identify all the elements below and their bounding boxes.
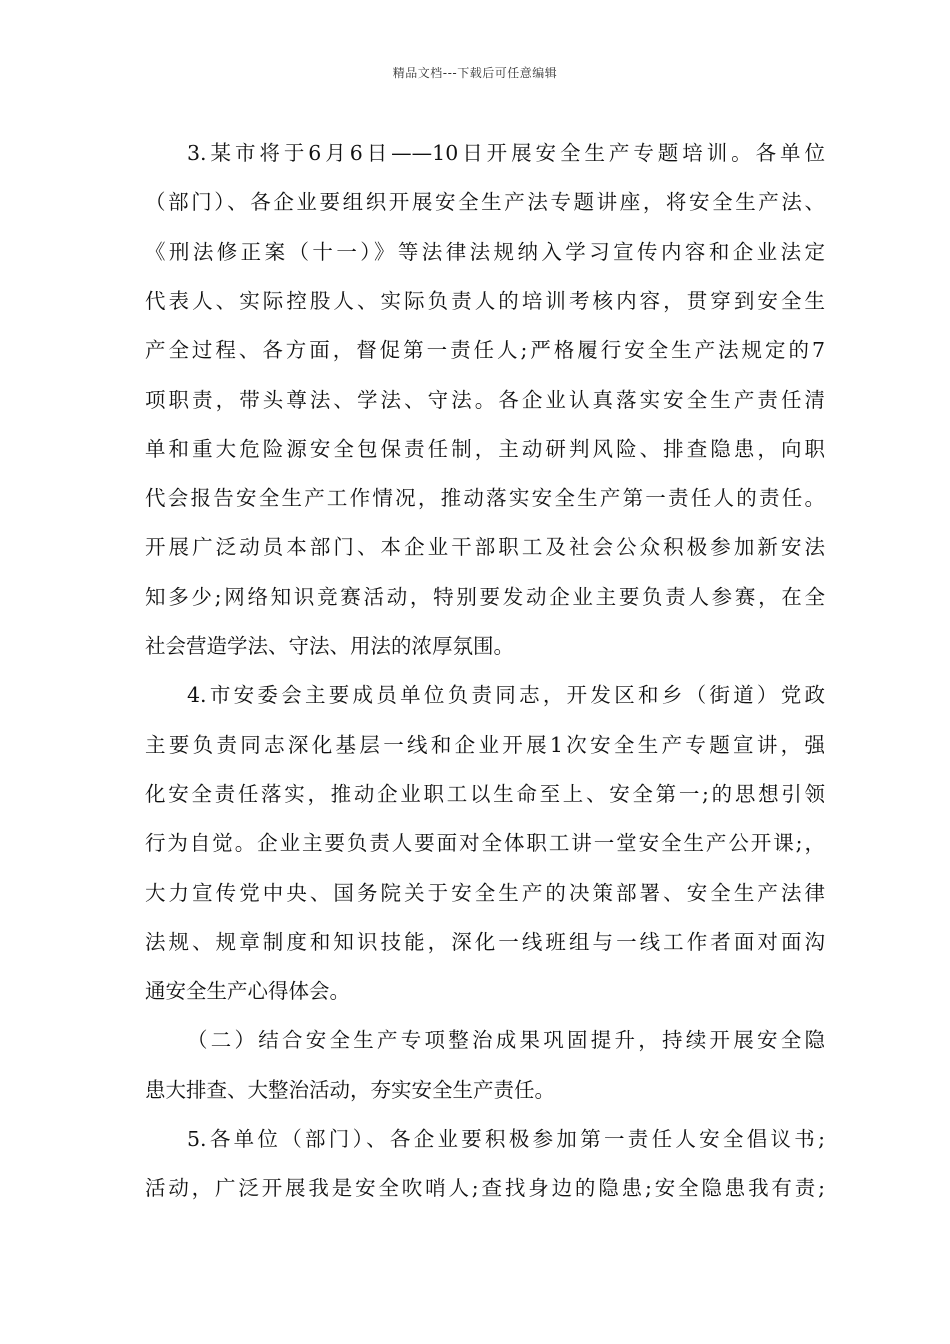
- text-line: （二）结合安全生产专项整治成果巩固提升，持续开展安全隐: [187, 1028, 825, 1053]
- text-line: 3.某市将于6月6日——10日开展安全生产专题培训。各单位: [187, 141, 825, 165]
- text-line: 知多少;网络知识竞赛活动，特别要发动企业主要负责人参赛，在全: [145, 584, 825, 609]
- text-line: 化安全责任落实，推动企业职工以生命至上、安全第一;的思想引领: [145, 781, 825, 806]
- text-line: 活动，广泛开展我是安全吹哨人;查找身边的隐患;安全隐患我有责;: [145, 1176, 825, 1201]
- text-line: 开展广泛动员本部门、本企业干部职工及社会公众积极参加新安法: [145, 535, 825, 560]
- text-line: 项职责，带头尊法、学法、守法。各企业认真落实安全生产责任清: [145, 387, 825, 412]
- text-line: 大力宣传党中央、国务院关于安全生产的决策部署、安全生产法律: [145, 880, 825, 905]
- text-line: 法规、规章制度和知识技能，深化一线班组与一线工作者面对面沟: [145, 929, 825, 954]
- text-line: 代表人、实际控股人、实际负责人的培训考核内容，贯穿到安全生: [145, 288, 825, 313]
- text-line: 通安全生产心得体会。: [145, 979, 350, 1004]
- text-line: （部门）、各企业要组织开展安全生产法专题讲座，将安全生产法、: [145, 190, 825, 215]
- text-line: 《刑法修正案（十一）》等法律法规纳入学习宣传内容和企业法定: [145, 239, 825, 264]
- page-header: 精品文档---下载后可任意编辑: [392, 66, 558, 80]
- text-line: 行为自觉。企业主要负责人要面对全体职工讲一堂安全生产公开课;，: [145, 831, 825, 856]
- text-line: 单和重大危险源安全包保责任制，主动研判风险、排查隐患，向职: [145, 436, 825, 461]
- text-line: 主要负责同志深化基层一线和企业开展1次安全生产专题宣讲，强: [145, 732, 825, 757]
- text-line: 5.各单位（部门）、各企业要积极参加第一责任人安全倡议书;: [187, 1127, 825, 1151]
- text-line: 代会报告安全生产工作情况，推动落实安全生产第一责任人的责任。: [145, 486, 825, 511]
- text-line: 患大排查、大整治活动，夯实安全生产责任。: [145, 1077, 555, 1102]
- text-line: 4.市安委会主要成员单位负责同志，开发区和乡（街道）党政: [187, 683, 825, 708]
- text-line: 社会营造学法、守法、用法的浓厚氛围。: [145, 634, 514, 658]
- text-line: 产全过程、各方面，督促第一责任人;严格履行安全生产法规定的7: [145, 338, 825, 363]
